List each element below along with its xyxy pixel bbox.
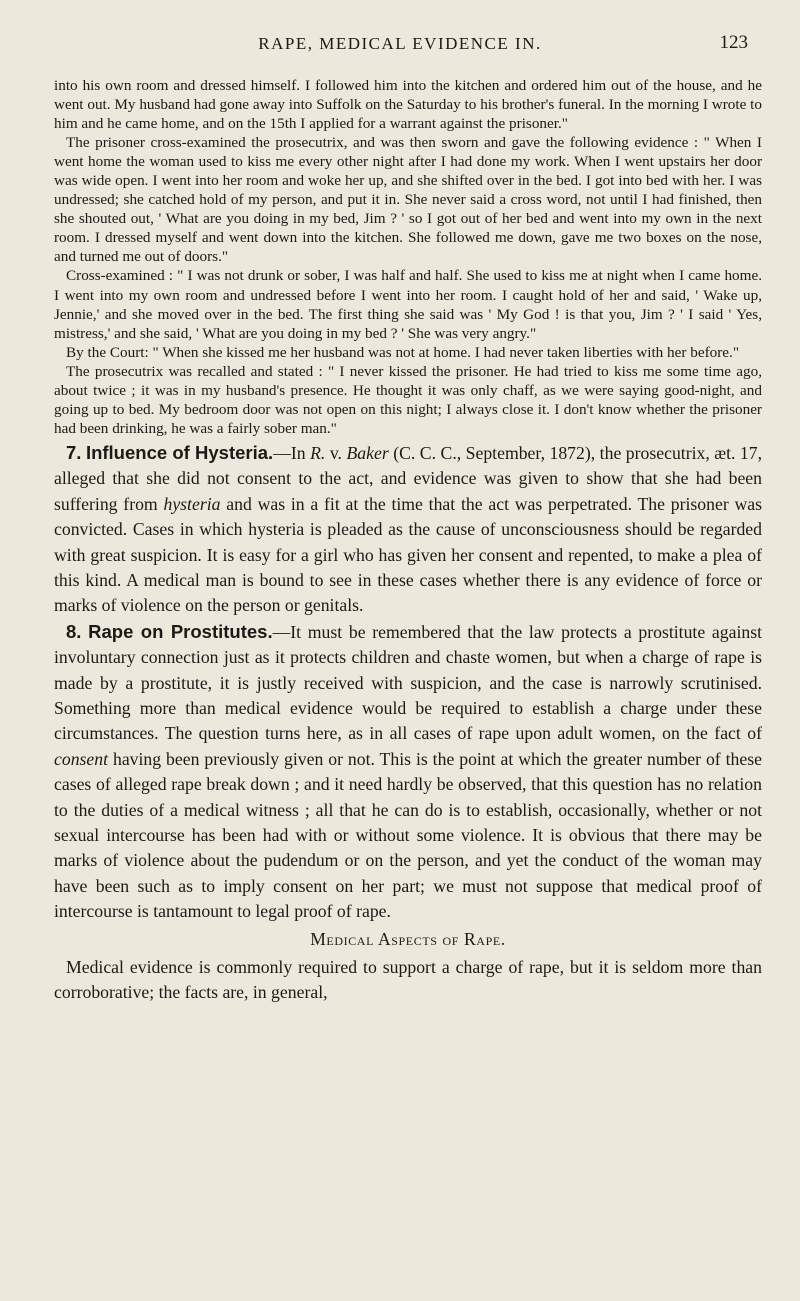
page-body bbox=[54, 76, 762, 1005]
main-text bbox=[54, 440, 762, 1006]
testimony-paragraph: By the Court: " When she kissed me her husband was not at home. I had never taken liberties with her before." bbox=[66, 343, 740, 361]
section-title: Medical Aspects of Rape. bbox=[310, 928, 506, 949]
section-7-number: 7. bbox=[66, 441, 82, 463]
running-title: RAPE, MEDICAL EVIDENCE IN. bbox=[258, 34, 542, 53]
section-8-number: 8. bbox=[66, 620, 82, 642]
section-8-paragraph bbox=[54, 619, 762, 925]
section-8-heading: Rape on Prostitutes. bbox=[88, 620, 273, 642]
page-number: 123 bbox=[719, 32, 748, 53]
section-7-text: (C. C. C., September, 1872), the prosecutrix, æt. 17, alleged that she did not consent to the act, and evidence was given to show that she had been suffering from bbox=[54, 442, 763, 514]
testimony-paragraph: into his own room and dressed himself. I followed him into the kitchen and ordered him out of the house, and he went out. My husband had gone away into Suffolk on the Saturday to his brother's funeral. In the morning I wrote to him and he came home, and on the 15th I applied for a warrant against the prisoner." bbox=[54, 77, 762, 133]
testimony-paragraph: The prosecutrix was recalled and stated : " I never kissed the prisoner. He had tried to kiss me some time ago, about twice ; it was in my husband's presence. He thought it was only chaff, as we were saying good-night, and going up to bed. My bedroom door was not open on this night; I always close it. I don't know whether the prisoner had been drinking, he was a fairly sober man." bbox=[54, 362, 762, 437]
section-7-heading: Influence of Hysteria. bbox=[85, 441, 274, 463]
section-8-text: —It must be remembered that the law protects a prostitute against involuntary connection just as it protects children and chaste women, but when a charge of rape is made by a prostitute, it is justly received with suspicion, and the case is narrowly scrutinised. Something more than medical evidence would be required to establish a charge under these circumstances. The question turns here, as in all cases of rape upon adult women, on the fact of bbox=[54, 621, 762, 744]
testimony-block bbox=[54, 76, 762, 438]
section-7-paragraph bbox=[54, 440, 762, 619]
running-head bbox=[0, 30, 800, 60]
emphasis-hysteria: hysteria bbox=[163, 493, 221, 514]
section-7-text: —In bbox=[273, 442, 311, 463]
testimony-paragraph: Cross-examined : " I was not drunk or sober, I was half and half. She used to kiss me at night when I came home. I went into my own room and undressed before I went into her room. I caught hold of her and said, ' Wake up, Jennie,' and she moved over in the bed. The first thing she said was ' My God ! is that you, Jim ? ' I said ' Yes, mistress,' and she said, ' What are you doing in my bed ? ' She was very angry." bbox=[54, 267, 762, 342]
section-7-text: v. bbox=[325, 442, 347, 463]
emphasis-consent: consent bbox=[54, 748, 109, 769]
section-8-text: having been previously given or not. This is the point at which the greater number of these cases of alleged rape break down ; and it need hardly be observed, that this question has no relation to the duties of a medical witness ; all that he can do is to establish, occasionally, whether or not sexual intercourse has been had with or without some violence. It is obvious that there may be marks of violence about the pudendum or on the person, and yet the conduct of the woman may have been such as to imply consent on her part; we must not suppose that medical proof of intercourse is tantamount to legal proof of rape. bbox=[54, 748, 762, 922]
case-party: R. bbox=[310, 442, 326, 463]
section-7-text: and was in a fit at the time that the act was perpetrated. The prisoner was convicted. Cases in which hysteria is pleaded as the cause of unconsciousness should be regarded with great suspicion. It is easy for a girl who has given her consent and repented, to make a plea of this kind. A medical man is bound to see in these cases whether there is any evidence of force or marks of violence on the person or genitals. bbox=[54, 493, 762, 616]
testimony-paragraph: The prisoner cross-examined the prosecutrix, and was then sworn and gave the following evidence : " When I went home the woman used to kiss me every other night after I had done my work. When I went upstairs her door was wide open. I went into her room and woke her up, and she shifted over in the bed. I got into bed with her. I was undressed; she catched hold of my person, and put it in. She never said a cross word, not until I had finished, then she shouted out, ' What are you doing in my bed, Jim ? ' so I got out of her bed and went into my own in the next room. I dressed myself and went down into the kitchen. She followed me down, gave me two boxes on the nose, and turned me out of doors." bbox=[54, 134, 762, 266]
case-name: Baker bbox=[346, 442, 389, 463]
final-paragraph: Medical evidence is commonly required to support a charge of rape, but it is seldom more than corroborative; the facts are, in general, bbox=[54, 956, 762, 1003]
